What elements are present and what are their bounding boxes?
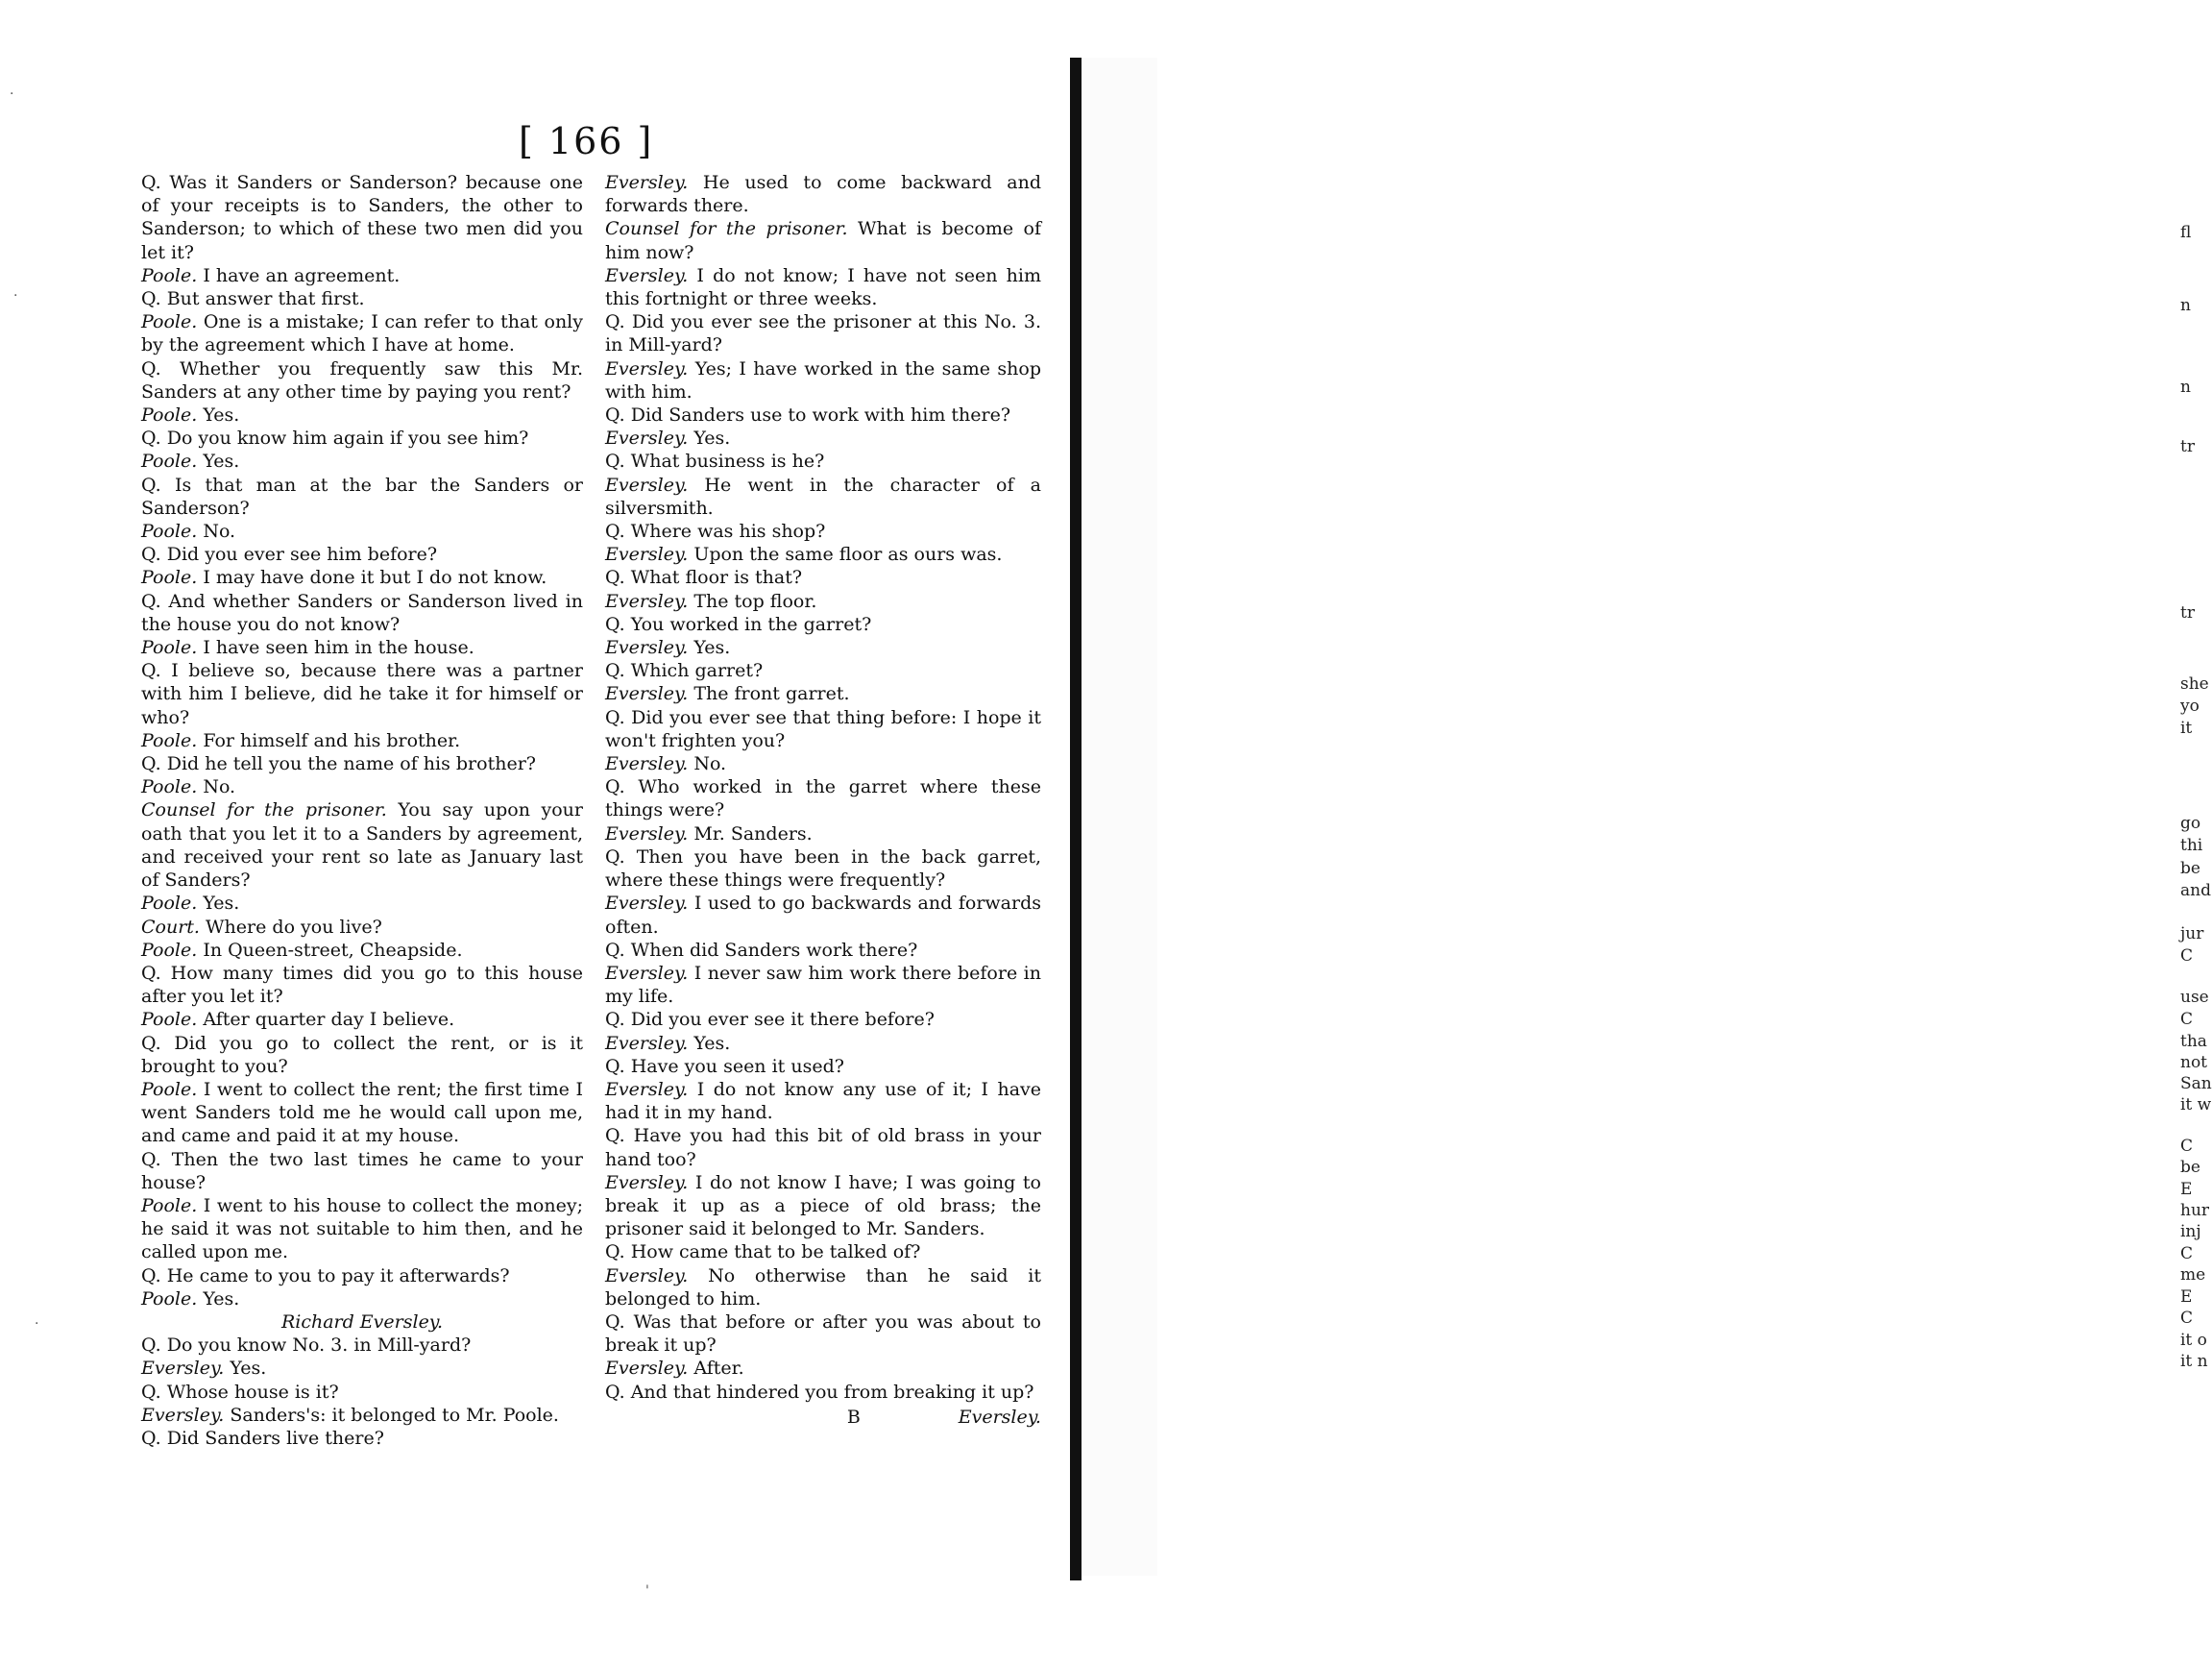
edge-text-fragment: she [2180, 674, 2209, 694]
edge-text-fragment: it w [2180, 1095, 2212, 1114]
catchword: Eversley. [958, 1406, 1041, 1428]
edge-text-fragment: be [2180, 859, 2200, 878]
answer-line: Eversley. Sanders's: it belonged to Mr. Poole. [141, 1404, 559, 1426]
question-line: Q. What business is he? [605, 451, 825, 473]
edge-text-fragment: C [2180, 1137, 2194, 1156]
answer-line: Eversley. He used to come backward and forwards there. [605, 172, 1041, 217]
question-line: Q. You worked in the garret? [605, 613, 872, 635]
answer-line: Eversley. He went in the character of a silversmith. [605, 474, 1041, 519]
question-line: Q. I believe so, because there was a partner with him I believe, did he take it for himself or who? [141, 660, 583, 728]
answer-line: Poole. I have an agreement. [141, 264, 401, 286]
question-line: Q. Was it Sanders or Sanderson? because one of your receipts is to Sanders, the other to Sanderson; to which of these two men did you let it? [141, 172, 583, 263]
question-line: Q. He came to you to pay it afterwards? [141, 1264, 510, 1286]
question-line: Q. And whether Sanders or Sanderson lived in the house you do not know? [141, 590, 583, 635]
edge-text-fragment: it o [2180, 1331, 2207, 1350]
question-line: Q. Did Sanders use to work with him there? [605, 404, 1011, 427]
question-line: Q. Who worked in the garret where these things were? [605, 776, 1041, 821]
answer-line: Eversley. Upon the same floor as ours was. [605, 544, 1003, 566]
scan-speck: · [35, 1316, 39, 1332]
page-number: [ 166 ] [519, 120, 654, 162]
edge-text-fragment: use [2180, 988, 2209, 1007]
question-line: Q. Have you seen it used? [605, 1055, 844, 1077]
answer-line: Eversley. Yes. [605, 1032, 731, 1054]
question-line: Q. Is that man at the bar the Sanders or Sanderson? [141, 474, 583, 519]
question-line: Q. How many times did you go to this house after you let it? [141, 962, 583, 1008]
answer-line: Poole. No. [141, 521, 236, 543]
answer-line: Poole. I went to his house to collect the money; he said it was not suitable to him then, and he called upon me. [141, 1194, 583, 1263]
answer-line: Poole. After quarter day I believe. [141, 1009, 455, 1031]
answer-line: Eversley. I do not know; I have not seen him this fortnight or three weeks. [605, 264, 1041, 310]
edge-text-fragment: C [2180, 1309, 2194, 1328]
page-binding-shadow [1070, 58, 1082, 1580]
edge-text-fragment: n [2180, 378, 2191, 397]
question-line: Q. Was that before or after you was about to break it up? [605, 1310, 1041, 1357]
edge-text-fragment: tha [2180, 1032, 2207, 1051]
answer-line: Eversley. Yes. [605, 637, 731, 659]
edge-text-fragment: go [2180, 814, 2201, 833]
edge-text-fragment: thi [2180, 836, 2203, 855]
counsel-line: Counsel for the prisoner. You say upon your oath that you let it to a Sanders by agreement, and received your rent so late as January last of Sanders? [141, 799, 583, 892]
scan-speck: · [10, 86, 14, 102]
answer-line: Poole. I went to collect the rent; the first time I went Sanders told me he would call upon me, and came and paid it at my house. [141, 1078, 583, 1147]
answer-line: Poole. Yes. [141, 451, 240, 473]
right-column [605, 171, 1041, 1429]
question-line: Q. Did you ever see that thing before: I hope it won't frighten you? [605, 706, 1041, 751]
edge-text-fragment: tr [2180, 437, 2195, 456]
adjacent-page-edge [1076, 58, 2212, 1576]
question-line: Q. But answer that first. [141, 288, 365, 310]
question-line: Q. Then you have been in the back garret, where these things were frequently? [605, 845, 1041, 892]
answer-line: Poole. One is a mistake; I can refer to that only by the agreement which I have at home. [141, 311, 583, 356]
question-line: Q. How came that to be talked of? [605, 1241, 921, 1263]
question-line: Q. Whether you frequently saw this Mr. Sanders at any other time by paying you rent? [141, 357, 583, 403]
answer-line: Eversley. Yes. [141, 1358, 267, 1380]
question-line: Q. Where was his shop? [605, 521, 826, 543]
question-line: Q. What floor is that? [605, 567, 803, 589]
answer-line: Poole. I may have done it but I do not know. [141, 567, 547, 589]
answer-line: Poole. I have seen him in the house. [141, 637, 474, 659]
edge-text-fragment: yo [2180, 697, 2200, 716]
edge-text-fragment: hur [2180, 1201, 2210, 1220]
question-line: Q. Did you ever see him before? [141, 544, 438, 566]
answer-line: Poole. In Queen-street, Cheapside. [141, 939, 463, 961]
edge-text-fragment: C [2180, 946, 2194, 966]
edge-text-fragment: me [2180, 1265, 2206, 1285]
question-line: Q. Then the two last times he came to your house? [141, 1148, 583, 1193]
witness-heading: Richard Eversley. [280, 1310, 444, 1333]
question-line: Q. Did you go to collect the rent, or is it brought to you? [141, 1032, 583, 1077]
scan-speck: · [13, 288, 18, 304]
edge-text-fragment: inj [2180, 1222, 2201, 1241]
edge-text-fragment: C [2180, 1010, 2194, 1029]
answer-line: Eversley. I used to go backwards and forwards often. [605, 893, 1041, 938]
answer-line: Eversley. I never saw him work there before in my life. [605, 962, 1041, 1008]
answer-line: Poole. Yes. [141, 404, 240, 427]
answer-line: Eversley. After. [605, 1358, 744, 1380]
edge-text-fragment: E [2180, 1287, 2193, 1307]
question-line: Q. Whose house is it? [141, 1381, 339, 1403]
page-footer [605, 1406, 1041, 1429]
edge-text-fragment: it [2180, 719, 2193, 738]
edge-text-fragment: San [2180, 1074, 2212, 1093]
answer-line: Poole. Yes. [141, 1287, 240, 1310]
left-column [141, 171, 583, 1450]
court-line: Court. Where do you live? [141, 916, 382, 938]
answer-line: Eversley. I do not know I have; I was going to break it up as a piece of old brass; the prisoner said it belonged to Mr. Sanders. [605, 1171, 1041, 1240]
edge-text-fragment: fl [2180, 223, 2192, 242]
answer-line: Eversley. The front garret. [605, 683, 850, 705]
question-line: Q. Do you know him again if you see him? [141, 428, 529, 450]
edge-text-fragment: it n [2180, 1352, 2208, 1371]
answer-line: Eversley. Mr. Sanders. [605, 822, 813, 845]
edge-text-fragment: not [2180, 1053, 2208, 1072]
edge-text-fragment: n [2180, 296, 2191, 315]
edge-text-fragment: E [2180, 1180, 2193, 1199]
edge-text-fragment: and [2180, 881, 2211, 900]
question-line: Q. Have you had this bit of old brass in your hand too? [605, 1125, 1041, 1170]
answer-line: Poole. Yes. [141, 893, 240, 915]
signature-mark: B [846, 1406, 861, 1428]
edge-text-fragment: tr [2180, 603, 2195, 623]
counsel-line: Counsel for the prisoner. What is become of him now? [605, 218, 1041, 263]
question-line: Q. Did he tell you the name of his brother? [141, 753, 536, 775]
question-line: Q. Do you know No. 3. in Mill-yard? [141, 1334, 472, 1357]
answer-line: Poole. No. [141, 776, 236, 798]
answer-line: Eversley. Yes; I have worked in the same shop with him. [605, 357, 1041, 403]
edge-text-fragment: jur [2180, 924, 2204, 943]
answer-line: Poole. For himself and his brother. [141, 729, 461, 751]
scan-speck: ' [645, 1583, 649, 1599]
question-line: Q. Which garret? [605, 660, 764, 682]
question-line: Q. Did you ever see it there before? [605, 1009, 935, 1031]
question-line: Q. Did you ever see the prisoner at this No. 3. in Mill-yard? [605, 311, 1041, 356]
question-line: Q. And that hindered you from breaking it up? [605, 1381, 1034, 1403]
question-line: Q. Did Sanders live there? [141, 1427, 384, 1449]
answer-line: Eversley. Yes. [605, 428, 731, 450]
question-line: Q. When did Sanders work there? [605, 939, 918, 961]
edge-text-fragment: be [2180, 1158, 2200, 1177]
edge-text-fragment: C [2180, 1244, 2194, 1263]
answer-line: Eversley. No otherwise than he said it belonged to him. [605, 1264, 1041, 1310]
answer-line: Eversley. I do not know any use of it; I have had it in my hand. [605, 1078, 1042, 1124]
answer-line: Eversley. The top floor. [605, 590, 817, 612]
answer-line: Eversley. No. [605, 753, 727, 775]
